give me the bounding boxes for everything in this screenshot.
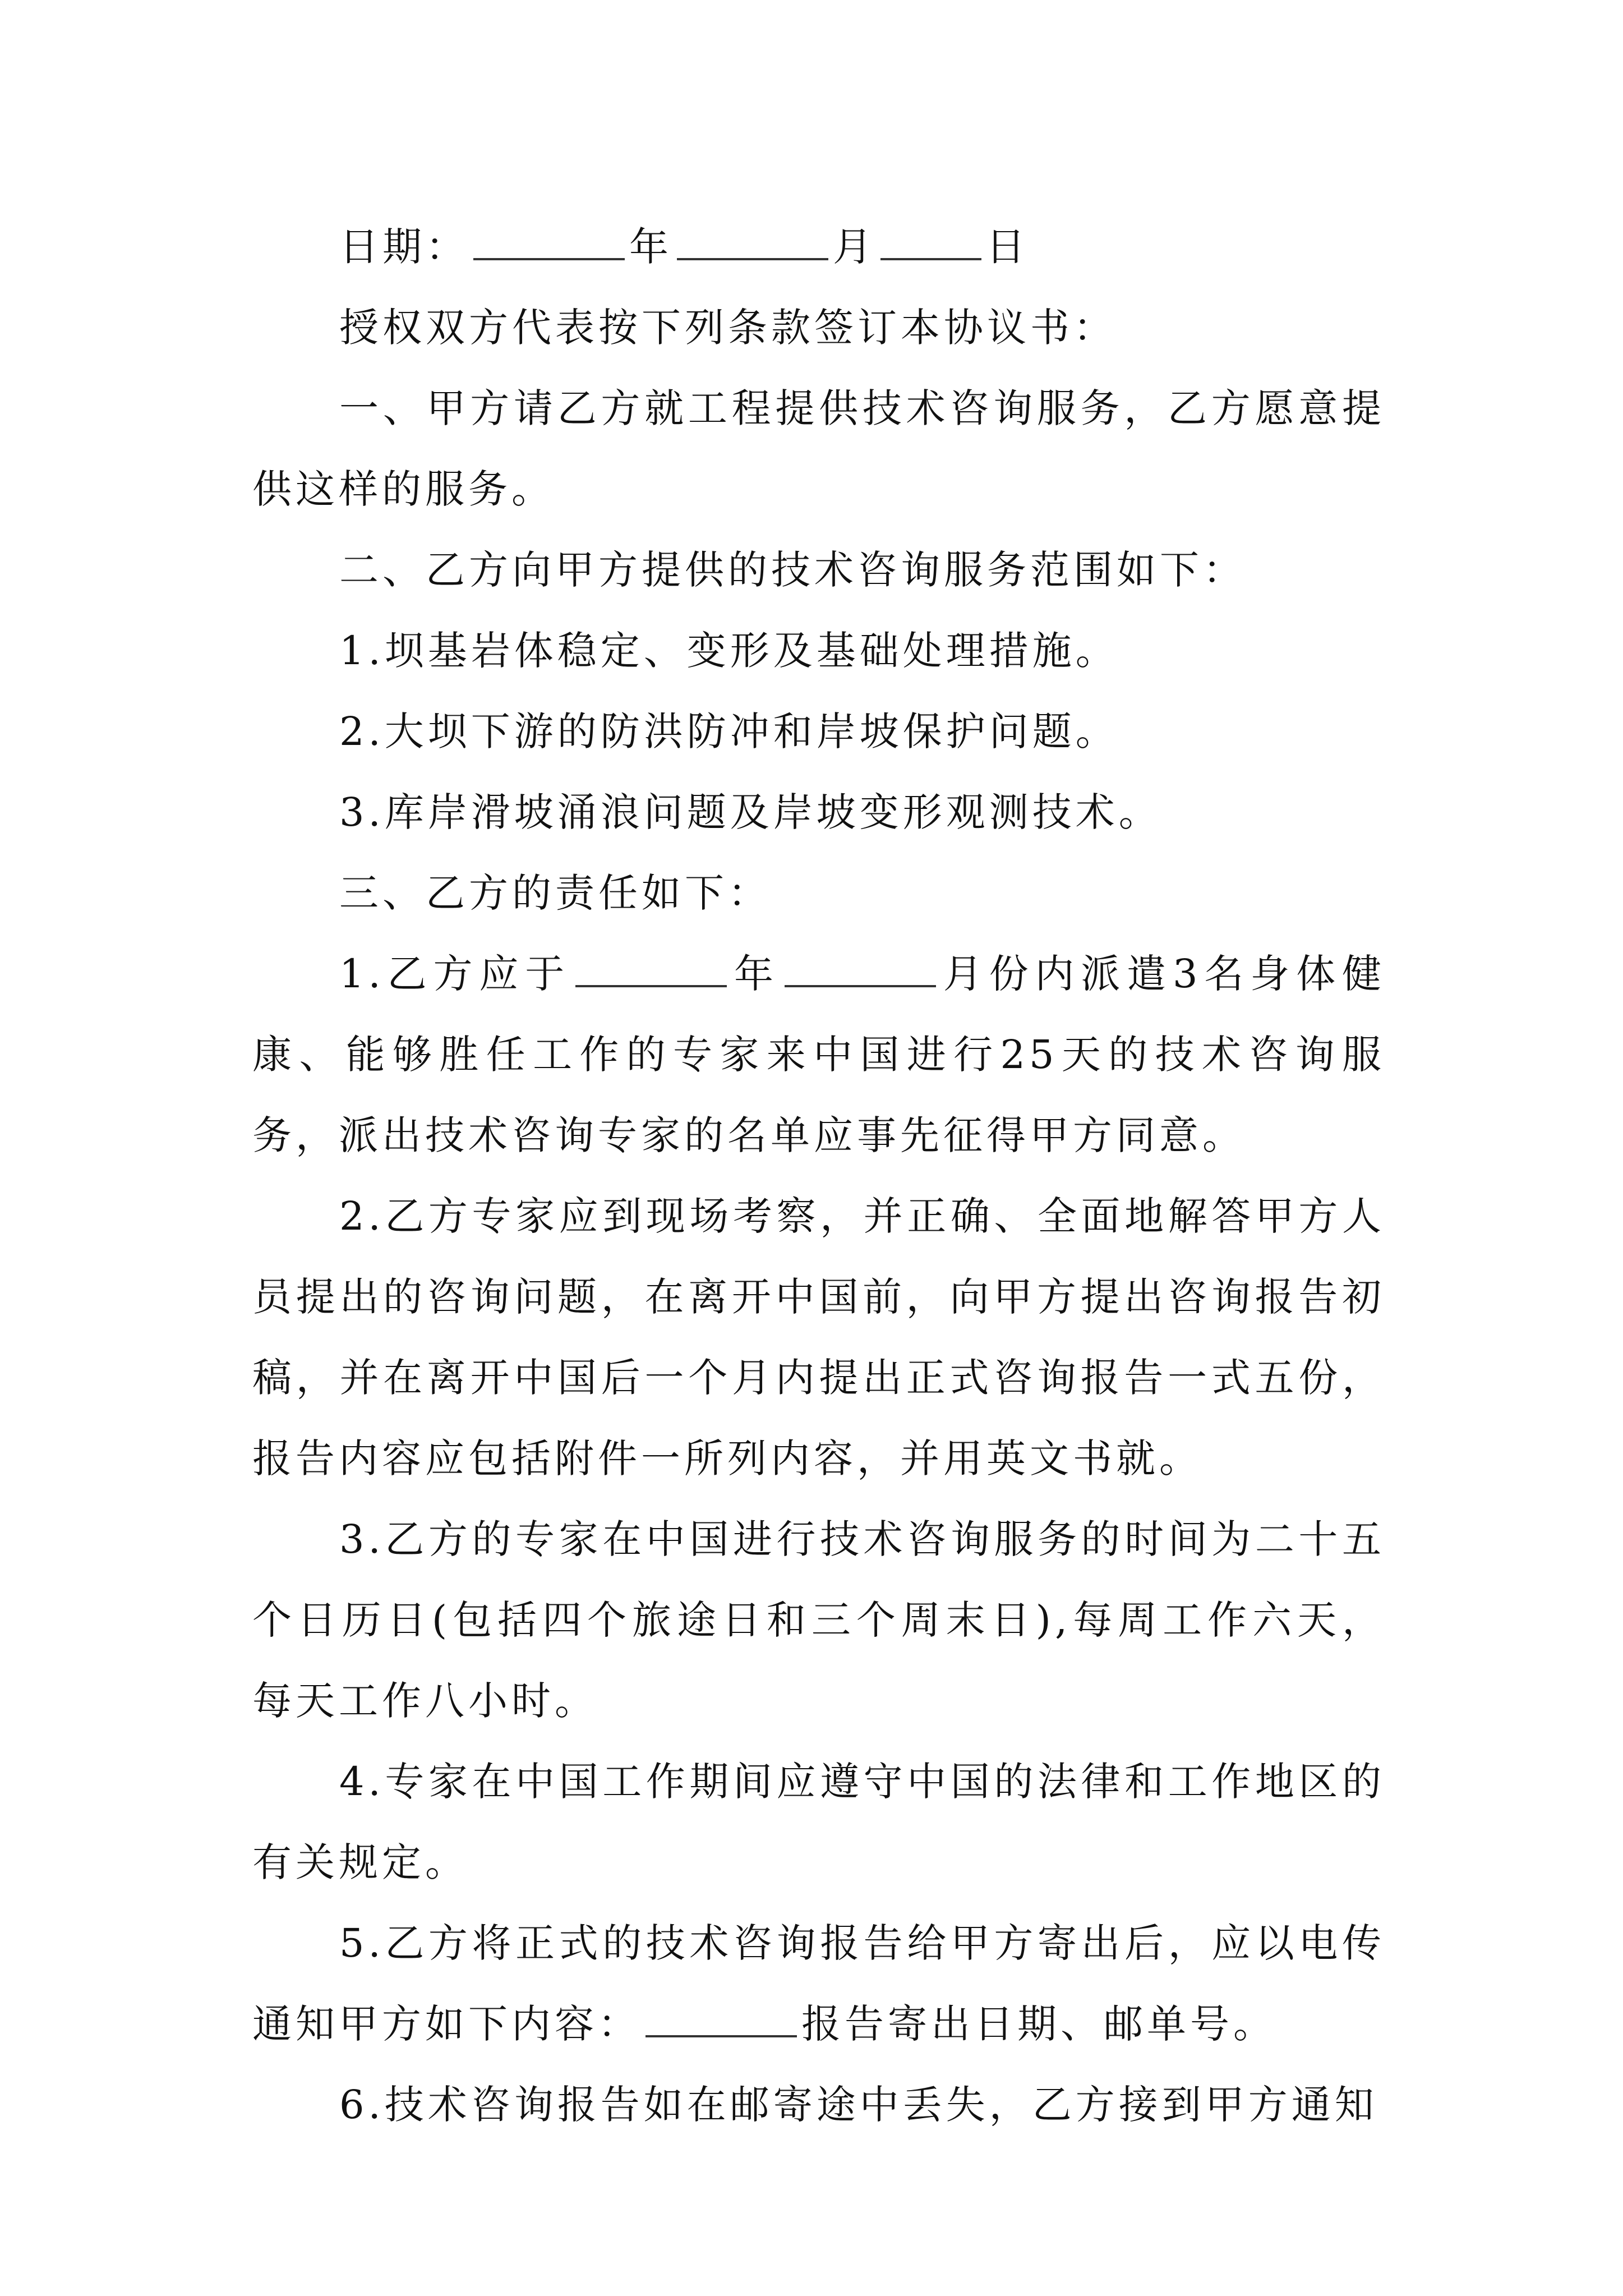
section-2-heading: 二、乙方向甲方提供的技术咨询服务范围如下：: [339, 547, 1246, 593]
day-label: 日: [986, 224, 1029, 270]
section-1-paragraph: 一、甲方请乙方就工程提供技术咨询服务，乙方愿意提供这样的服务。: [252, 385, 1385, 512]
section-3-item-2: 2.乙方专家应到现场考察，并正确、全面地解答甲方人员提出的咨询问题，在离开中国前，向甲方提出咨询报告初稿，并在离开中国后一个月内提出正式咨询报告一式五份，报告内容应包括附件一所列内容，并用英文书就。: [252, 1193, 1385, 1481]
section-3-item-4: 4.专家在中国工作期间应遵守中国的法律和工作地区的有关规定。: [252, 1759, 1385, 1885]
item-1-year-label: 年: [731, 951, 780, 997]
section-2-item-1: 1.坝基岩体稳定、变形及基础处理措施。: [339, 628, 1119, 674]
intro-paragraph: 授权双方代表按下列条款签订本协议书：: [339, 305, 1117, 351]
item-1-suffix: 月份内派遣3名身体健康、能够胜任工作的专家来中国进行25天的技术咨询服务，派出技术咨询专家的名单应事先征得甲方同意。: [252, 951, 1386, 1158]
day-blank: [880, 217, 981, 260]
month-blank: [677, 217, 828, 260]
item-5-prefix: 5.乙方将正式的技术咨询报告给甲方寄出后，应以电传通知甲方如下内容：: [252, 1920, 1385, 2047]
date-label: 日期：: [339, 224, 469, 270]
item-1-prefix: 1.乙方应于: [339, 951, 571, 997]
dispatch-month-blank: [785, 944, 936, 987]
month-label: 月: [833, 224, 876, 270]
section-3-item-3: 3.乙方的专家在中国进行技术咨询服务的时间为二十五个日历日(包括四个旅途日和三个周末日),每周工作六天，每天工作八小时。: [252, 1516, 1385, 1724]
dispatch-year-blank: [575, 944, 727, 987]
item-5-suffix: 报告寄出日期、邮单号。: [801, 2001, 1276, 2047]
section-2-item-3: 3.库岸滑坡涌浪问题及岸坡变形观测技术。: [339, 789, 1162, 835]
section-3-item-5: [252, 1903, 1385, 2064]
section-3-item-1: [252, 933, 1385, 1176]
telex-content-blank: [645, 1994, 797, 2037]
section-3-heading: 三、乙方的责任如下：: [339, 870, 771, 916]
section-3-item-6: 6.技术咨询报告如在邮寄途中丢失，乙方接到甲方通知: [339, 2082, 1378, 2128]
year-label: 年: [629, 224, 672, 270]
document-body: [252, 206, 1385, 2145]
date-line: [252, 206, 1385, 287]
section-2-item-2: 2.大坝下游的防洪防冲和岸坡保护问题。: [339, 708, 1119, 754]
year-blank: [473, 217, 625, 260]
